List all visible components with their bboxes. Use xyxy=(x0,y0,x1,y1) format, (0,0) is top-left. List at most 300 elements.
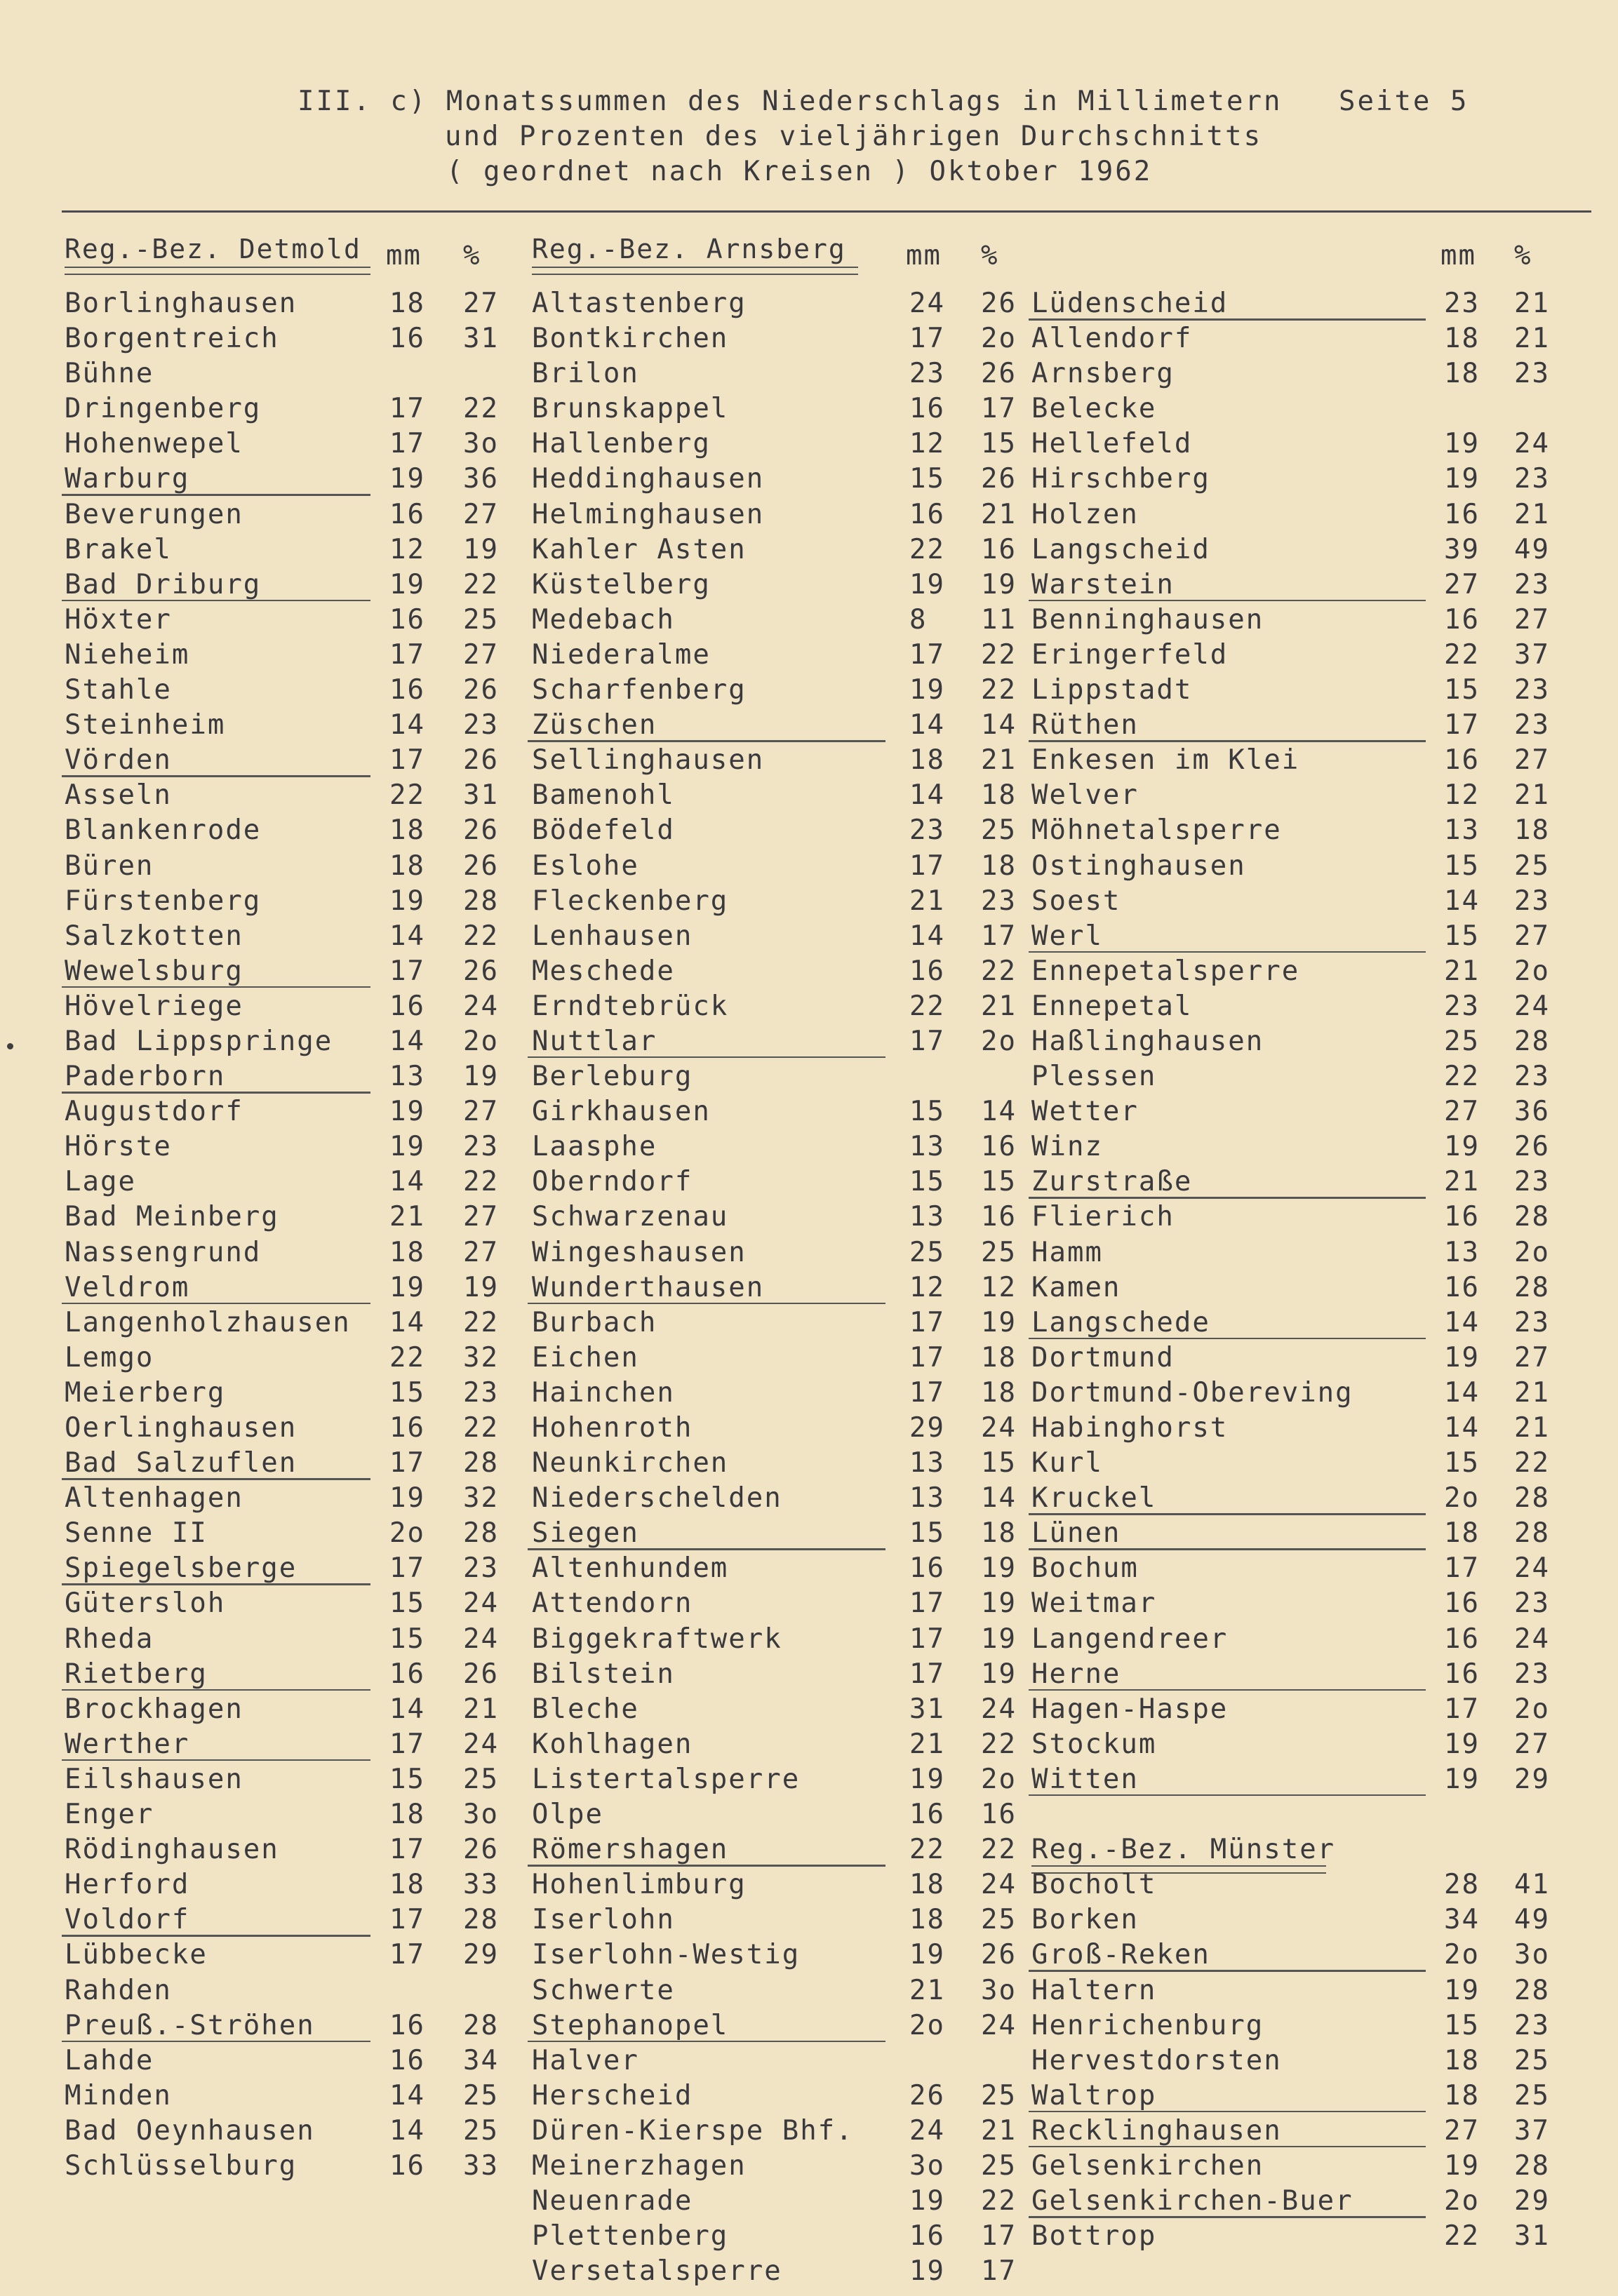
precip-percent: 27 xyxy=(463,1201,499,1233)
precip-percent: 24 xyxy=(1514,1552,1550,1585)
precip-mm: 19 xyxy=(1444,1341,1480,1374)
station-row xyxy=(0,1692,1618,1727)
station-row xyxy=(0,391,1618,427)
precip-percent: 2o xyxy=(981,1763,1017,1795)
precip-mm: 19 xyxy=(909,1939,945,1971)
precip-mm: 17 xyxy=(389,744,425,777)
station-name: Iserlohn xyxy=(532,1904,675,1936)
precip-mm: 2o xyxy=(1444,2185,1480,2217)
unit-percent: % xyxy=(463,240,481,271)
precip-percent: 26 xyxy=(463,1658,499,1690)
station-row xyxy=(0,1411,1618,1446)
precip-mm: 18 xyxy=(1444,2044,1480,2076)
precip-mm: 14 xyxy=(389,920,425,952)
precip-mm: 14 xyxy=(1444,1376,1480,1409)
precip-mm: 17 xyxy=(1444,709,1480,741)
precip-mm: 29 xyxy=(909,1412,945,1444)
station-name: Laasphe xyxy=(532,1131,657,1163)
precip-percent: 37 xyxy=(1514,638,1550,671)
station-name: Hirschberg xyxy=(1031,463,1210,495)
precip-percent: 28 xyxy=(1514,1271,1550,1303)
precip-percent: 22 xyxy=(463,1306,499,1338)
precip-percent: 26 xyxy=(981,1939,1017,1971)
precip-percent: 25 xyxy=(981,1236,1017,1268)
precip-percent: 28 xyxy=(1514,1974,1550,2006)
precip-mm: 2o xyxy=(909,2009,945,2041)
station-name: Paderborn xyxy=(65,1061,226,1093)
station-row xyxy=(0,1586,1618,1621)
precip-percent: 28 xyxy=(463,1904,499,1936)
precip-percent: 22 xyxy=(463,1166,499,1198)
precip-mm: 16 xyxy=(909,955,945,987)
station-name: Niederalme xyxy=(532,638,711,671)
station-name: Hellefeld xyxy=(1031,428,1193,460)
station-name: Brunskappel xyxy=(532,393,729,425)
station-name: Ostinghausen xyxy=(1031,850,1246,882)
precip-mm: 17 xyxy=(909,1623,945,1655)
precip-mm: 17 xyxy=(389,955,425,987)
precip-percent: 2o xyxy=(1514,1693,1550,1725)
station-name: Veldrom xyxy=(65,1271,190,1303)
precip-mm: 27 xyxy=(1444,1096,1480,1128)
precip-percent: 14 xyxy=(981,1096,1017,1128)
precip-mm: 18 xyxy=(1444,358,1480,390)
precip-mm: 19 xyxy=(1444,1728,1480,1760)
precip-mm: 16 xyxy=(1444,1587,1480,1620)
station-name: Gütersloh xyxy=(65,1587,226,1620)
station-name: Lahde xyxy=(65,2044,154,2076)
station-name: Meschede xyxy=(532,955,675,987)
station-name: Enkesen im Klei xyxy=(1031,744,1300,777)
precip-percent: 26 xyxy=(463,850,499,882)
precip-percent: 2o xyxy=(981,1025,1017,1057)
double-underline xyxy=(532,267,858,275)
station-name: Warburg xyxy=(65,463,190,495)
precip-percent: 33 xyxy=(463,2149,499,2182)
precip-percent: 24 xyxy=(463,990,499,1022)
station-row xyxy=(0,2254,1618,2289)
precip-mm: 13 xyxy=(909,1447,945,1479)
precip-percent: 25 xyxy=(981,2149,1017,2182)
precip-percent: 25 xyxy=(981,1904,1017,1936)
double-underline xyxy=(65,267,370,275)
precip-percent: 24 xyxy=(981,1412,1017,1444)
station-row xyxy=(0,286,1618,321)
precip-mm: 17 xyxy=(1444,1693,1480,1725)
unit-percent: % xyxy=(981,240,999,271)
precip-percent: 21 xyxy=(981,2114,1017,2147)
precip-mm: 14 xyxy=(1444,885,1480,917)
station-name: Höxter xyxy=(65,603,172,636)
precip-mm: 18 xyxy=(909,1904,945,1936)
precip-percent: 31 xyxy=(1514,2220,1550,2253)
precip-mm: 15 xyxy=(1444,2009,1480,2041)
station-name: Lüdenscheid xyxy=(1031,288,1229,319)
station-name: Augustdorf xyxy=(65,1096,243,1128)
precip-mm: 16 xyxy=(1444,498,1480,530)
precip-mm: 17 xyxy=(389,393,425,425)
precip-percent: 36 xyxy=(1514,1096,1550,1128)
station-row xyxy=(0,1938,1618,1973)
precip-percent: 16 xyxy=(981,533,1017,565)
precip-percent: 15 xyxy=(981,1447,1017,1479)
precip-mm: 27 xyxy=(1444,2114,1480,2147)
precip-percent: 28 xyxy=(463,885,499,917)
precip-mm: 28 xyxy=(1444,1869,1480,1901)
precip-mm: 13 xyxy=(909,1482,945,1515)
station-row xyxy=(0,1762,1618,1797)
station-name: Witten xyxy=(1031,1763,1139,1795)
station-name: Langscheid xyxy=(1031,533,1210,565)
precip-percent: 24 xyxy=(463,1623,499,1655)
precip-percent: 14 xyxy=(981,709,1017,741)
station-row xyxy=(0,1551,1618,1586)
precip-percent: 19 xyxy=(463,1061,499,1093)
station-row xyxy=(0,813,1618,848)
station-row xyxy=(0,989,1618,1024)
station-name: Langschede xyxy=(1031,1306,1210,1338)
precip-mm: 19 xyxy=(1444,1974,1480,2006)
station-name: Langendreer xyxy=(1031,1623,1229,1655)
station-name: Habinghorst xyxy=(1031,1412,1229,1444)
unit-mm: mm xyxy=(386,240,422,271)
precip-mm: 17 xyxy=(389,638,425,671)
precip-percent: 23 xyxy=(1514,885,1550,917)
station-name: Blankenrode xyxy=(65,814,262,847)
station-name: Gelsenkirchen-Buer xyxy=(1031,2185,1353,2217)
station-name: Wetter xyxy=(1031,1096,1139,1128)
station-name: Minden xyxy=(65,2079,172,2112)
precip-mm: 15 xyxy=(909,463,945,495)
station-row xyxy=(0,1129,1618,1164)
precip-percent: 22 xyxy=(981,1728,1017,1760)
station-name: Nieheim xyxy=(65,638,190,671)
precip-percent: 28 xyxy=(1514,2149,1550,2182)
station-row xyxy=(0,356,1618,391)
station-name: Hervestdorsten xyxy=(1031,2044,1282,2076)
station-row xyxy=(0,1341,1618,1376)
region-heading-row xyxy=(0,1832,1618,1867)
precip-percent: 23 xyxy=(463,1131,499,1163)
station-name: Halver xyxy=(532,2044,639,2076)
precip-mm: 15 xyxy=(1444,674,1480,706)
station-name: Ennepetalsperre xyxy=(1031,955,1300,987)
precip-mm: 18 xyxy=(1444,1517,1480,1550)
precip-mm: 17 xyxy=(389,1552,425,1585)
precip-percent: 23 xyxy=(1514,1166,1550,1198)
precip-percent: 22 xyxy=(981,1834,1017,1866)
precip-percent: 27 xyxy=(1514,1341,1550,1374)
station-name: Asseln xyxy=(65,779,172,812)
station-row xyxy=(0,778,1618,813)
precip-mm: 13 xyxy=(909,1131,945,1163)
station-name: Steinheim xyxy=(65,709,226,741)
station-name: Holzen xyxy=(1031,498,1139,530)
station-name: Kruckel xyxy=(1031,1482,1157,1515)
precip-mm: 18 xyxy=(389,1869,425,1901)
precip-percent: 21 xyxy=(1514,779,1550,812)
station-name: Altenhundem xyxy=(532,1552,729,1585)
precip-mm: 39 xyxy=(1444,533,1480,565)
precip-mm: 17 xyxy=(1444,1552,1480,1585)
precip-percent: 23 xyxy=(1514,2009,1550,2041)
station-row xyxy=(0,1727,1618,1762)
station-name: Kohlhagen xyxy=(532,1728,693,1760)
precip-mm: 14 xyxy=(909,709,945,741)
station-name: Bamenohl xyxy=(532,779,675,812)
precip-mm: 25 xyxy=(1444,1025,1480,1057)
precip-percent: 16 xyxy=(981,1201,1017,1233)
region-heading: Reg.-Bez. Münster xyxy=(1031,1834,1336,1866)
station-name: Herne xyxy=(1031,1658,1121,1690)
precip-percent: 2o xyxy=(463,1025,499,1057)
precip-mm: 15 xyxy=(389,1623,425,1655)
precip-mm: 17 xyxy=(909,850,945,882)
station-name: Stockum xyxy=(1031,1728,1157,1760)
precip-percent: 23 xyxy=(1514,358,1550,390)
precip-mm: 14 xyxy=(389,1693,425,1725)
precip-percent: 3o xyxy=(463,428,499,460)
precip-mm: 15 xyxy=(1444,850,1480,882)
station-name: Langenholzhausen xyxy=(65,1306,351,1338)
precip-percent: 27 xyxy=(463,1096,499,1128)
precip-percent: 29 xyxy=(1514,1763,1550,1795)
station-row xyxy=(0,1622,1618,1657)
station-name: Versetalsperre xyxy=(532,2255,782,2288)
precip-mm: 16 xyxy=(909,1799,945,1831)
precip-percent: 27 xyxy=(463,638,499,671)
precip-percent: 21 xyxy=(981,498,1017,530)
precip-mm: 19 xyxy=(1444,2149,1480,2182)
station-name: Eslohe xyxy=(532,850,639,882)
station-name: Borlinghausen xyxy=(65,288,297,319)
precip-percent: 3o xyxy=(463,1799,499,1831)
station-row xyxy=(0,1902,1618,1938)
station-name: Römershagen xyxy=(532,1834,729,1866)
precip-mm: 13 xyxy=(1444,814,1480,847)
precip-mm: 16 xyxy=(389,990,425,1022)
station-row xyxy=(0,1059,1618,1094)
precip-mm: 14 xyxy=(389,1166,425,1198)
station-name: Bad Driburg xyxy=(65,568,262,600)
precip-mm: 12 xyxy=(909,1271,945,1303)
station-name: Dortmund-Obereving xyxy=(1031,1376,1353,1409)
precip-percent: 25 xyxy=(1514,2044,1550,2076)
station-name: Erndtebrück xyxy=(532,990,729,1022)
station-row xyxy=(0,603,1618,638)
precip-percent: 21 xyxy=(1514,288,1550,319)
station-name: Soest xyxy=(1031,885,1121,917)
precip-percent: 24 xyxy=(981,1869,1017,1901)
precip-mm: 23 xyxy=(1444,288,1480,319)
precip-percent: 27 xyxy=(1514,744,1550,777)
precip-percent: 25 xyxy=(463,603,499,636)
precip-mm: 15 xyxy=(909,1166,945,1198)
precip-mm: 18 xyxy=(1444,2079,1480,2112)
station-row xyxy=(0,1516,1618,1551)
station-name: Zurstraße xyxy=(1031,1166,1193,1198)
precip-percent: 23 xyxy=(981,885,1017,917)
station-name: Sellinghausen xyxy=(532,744,765,777)
precip-percent: 25 xyxy=(981,2079,1017,2112)
station-name: Voldorf xyxy=(65,1904,190,1936)
precip-mm: 14 xyxy=(389,2079,425,2112)
precip-mm: 17 xyxy=(909,1025,945,1057)
unit-percent: % xyxy=(1514,240,1532,271)
station-name: Bad Lippspringe xyxy=(65,1025,333,1057)
precip-percent: 32 xyxy=(463,1482,499,1515)
precip-mm: 17 xyxy=(909,1658,945,1690)
precip-percent: 23 xyxy=(463,1552,499,1585)
precip-mm: 19 xyxy=(389,463,425,495)
station-name: Herscheid xyxy=(532,2079,693,2112)
station-name: Neuenrade xyxy=(532,2185,693,2217)
precip-mm: 16 xyxy=(389,498,425,530)
precip-mm: 19 xyxy=(389,1096,425,1128)
precip-mm: 15 xyxy=(389,1763,425,1795)
station-name: Spiegelsberge xyxy=(65,1552,297,1585)
station-row xyxy=(0,954,1618,989)
station-name: Arnsberg xyxy=(1031,358,1175,390)
precip-percent: 21 xyxy=(1514,1376,1550,1409)
station-name: Werther xyxy=(65,1728,190,1760)
precip-percent: 26 xyxy=(463,674,499,706)
precip-mm: 12 xyxy=(1444,779,1480,812)
precip-percent: 24 xyxy=(1514,428,1550,460)
station-name: Olpe xyxy=(532,1799,603,1831)
station-name: Stephanopel xyxy=(532,2009,729,2041)
precip-percent: 28 xyxy=(1514,1517,1550,1550)
station-name: Kahler Asten xyxy=(532,533,747,565)
precip-percent: 23 xyxy=(1514,1658,1550,1690)
station-name: Büren xyxy=(65,850,154,882)
precip-percent: 22 xyxy=(463,393,499,425)
precip-mm: 15 xyxy=(389,1587,425,1620)
precip-percent: 32 xyxy=(463,1341,499,1374)
precip-mm: 18 xyxy=(1444,323,1480,355)
station-name: Allendorf xyxy=(1031,323,1193,355)
station-name: Bontkirchen xyxy=(532,323,729,355)
precip-mm: 14 xyxy=(909,920,945,952)
precip-mm: 21 xyxy=(389,1201,425,1233)
precip-percent: 19 xyxy=(981,1552,1017,1585)
precip-percent: 19 xyxy=(981,1623,1017,1655)
title-line-2: und Prozenten des vieljährigen Durchschnitts xyxy=(445,121,1263,152)
station-name: Schlüsselburg xyxy=(65,2149,297,2182)
station-name: Düren-Kierspe Bhf. xyxy=(532,2114,854,2147)
station-name: Züschen xyxy=(532,709,657,741)
precip-mm: 15 xyxy=(1444,1447,1480,1479)
precip-mm: 13 xyxy=(909,1201,945,1233)
precip-mm: 21 xyxy=(909,1974,945,2006)
precip-mm: 23 xyxy=(1444,990,1480,1022)
station-name: Bad Oeynhausen xyxy=(65,2114,315,2147)
station-name: Helminghausen xyxy=(532,498,765,530)
station-name: Eichen xyxy=(532,1341,639,1374)
precip-mm: 22 xyxy=(1444,1061,1480,1093)
station-name: Lage xyxy=(65,1166,136,1198)
precip-percent: 22 xyxy=(981,638,1017,671)
station-column-3 xyxy=(0,286,1618,2254)
precip-percent: 22 xyxy=(463,920,499,952)
precip-mm: 34 xyxy=(1444,1904,1480,1936)
station-name: Girkhausen xyxy=(532,1096,711,1128)
precip-mm: 18 xyxy=(389,1799,425,1831)
precip-mm: 14 xyxy=(389,2114,425,2147)
precip-percent: 17 xyxy=(981,2255,1017,2288)
precip-mm: 18 xyxy=(389,288,425,319)
station-name: Lemgo xyxy=(65,1341,154,1374)
station-name: Altenhagen xyxy=(65,1482,243,1515)
station-name: Henrichenburg xyxy=(1031,2009,1264,2041)
precip-mm: 19 xyxy=(909,674,945,706)
station-row xyxy=(0,2114,1618,2149)
precip-mm: 16 xyxy=(389,323,425,355)
precip-percent: 27 xyxy=(1514,1728,1550,1760)
station-row xyxy=(0,1305,1618,1341)
station-row xyxy=(0,884,1618,919)
station-row xyxy=(0,2149,1618,2184)
station-name: Bilstein xyxy=(532,1658,675,1690)
station-name: Nassengrund xyxy=(65,1236,262,1268)
station-name: Rüthen xyxy=(1031,709,1139,741)
precip-percent: 12 xyxy=(981,1271,1017,1303)
precip-percent: 41 xyxy=(1514,1869,1550,1901)
precip-percent: 26 xyxy=(463,1834,499,1866)
precip-percent: 18 xyxy=(1514,814,1550,847)
precip-mm: 2o xyxy=(1444,1939,1480,1971)
station-row xyxy=(0,1376,1618,1411)
station-row xyxy=(0,568,1618,603)
station-row xyxy=(0,673,1618,708)
precip-percent: 29 xyxy=(463,1939,499,1971)
precip-percent: 28 xyxy=(1514,1201,1550,1233)
station-name: Senne II xyxy=(65,1517,208,1550)
precip-percent: 49 xyxy=(1514,1904,1550,1936)
precip-percent: 24 xyxy=(981,2009,1017,2041)
precip-mm: 21 xyxy=(1444,1166,1480,1198)
precip-percent: 23 xyxy=(1514,1587,1550,1620)
station-name: Bocholt xyxy=(1031,1869,1157,1901)
precip-percent: 28 xyxy=(463,1447,499,1479)
precip-percent: 28 xyxy=(1514,1482,1550,1515)
precip-mm: 22 xyxy=(1444,638,1480,671)
precip-mm: 12 xyxy=(389,533,425,565)
precip-mm: 15 xyxy=(389,1376,425,1409)
station-name: Möhnetalsperre xyxy=(1031,814,1282,847)
precip-mm: 16 xyxy=(909,393,945,425)
precip-percent: 17 xyxy=(981,393,1017,425)
precip-mm: 16 xyxy=(909,1552,945,1585)
precip-mm: 16 xyxy=(389,603,425,636)
precip-percent: 17 xyxy=(981,2220,1017,2253)
precip-mm: 16 xyxy=(389,1412,425,1444)
precip-percent: 22 xyxy=(981,674,1017,706)
precip-mm: 14 xyxy=(389,1025,425,1057)
precip-mm: 22 xyxy=(389,1341,425,1374)
station-name: Kamen xyxy=(1031,1271,1121,1303)
station-name: Vörden xyxy=(65,744,172,777)
station-name: Bottrop xyxy=(1031,2220,1157,2253)
precip-mm: 17 xyxy=(389,1834,425,1866)
precip-percent: 25 xyxy=(981,814,1017,847)
precip-percent: 3o xyxy=(981,1974,1017,2006)
precip-percent: 23 xyxy=(1514,1306,1550,1338)
station-name: Altastenberg xyxy=(532,288,747,319)
station-row xyxy=(0,1797,1618,1832)
station-name: Hörste xyxy=(65,1131,172,1163)
station-name: Neunkirchen xyxy=(532,1447,729,1479)
